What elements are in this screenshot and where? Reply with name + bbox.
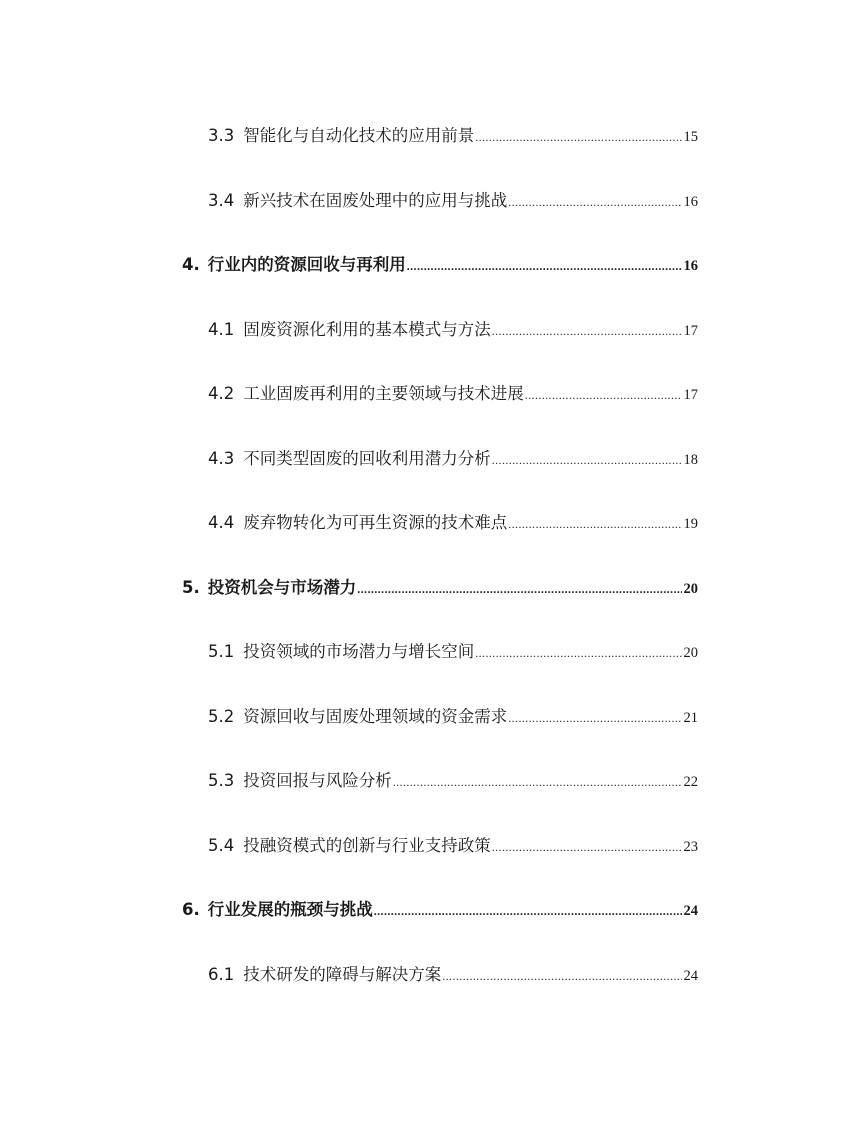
dot-leader <box>508 517 681 531</box>
toc-entry-title <box>182 578 356 598</box>
toc-entry-text: 工业固废再利用的主要领域与技术进展 <box>243 384 524 403</box>
toc-entry-5-3[interactable] <box>0 759 698 791</box>
toc-page-number: 16 <box>683 193 698 210</box>
toc-entry-number: 5.4 <box>208 835 235 855</box>
dot-leader <box>508 711 681 725</box>
toc-entry-number: 5.1 <box>208 642 235 661</box>
dot-leader <box>525 388 682 402</box>
dot-leader <box>374 904 682 918</box>
toc-page-number: 24 <box>683 903 698 919</box>
toc-entry-text: 投融资模式的创新与行业支持政策 <box>243 835 491 855</box>
toc-entry-text: 废弃物转化为可再生资源的技术难点 <box>243 513 508 532</box>
toc-entry-title <box>182 900 373 920</box>
toc-page-number: 19 <box>683 516 698 532</box>
toc-entry-3-4[interactable] <box>0 179 698 211</box>
toc-entry-number: 4.3 <box>208 448 235 468</box>
toc-entry-number: 5. <box>182 577 200 597</box>
toc-entry-text: 资源回收与固废处理领域的资金需求 <box>243 706 508 726</box>
toc-entry-4-4[interactable] <box>0 501 698 533</box>
toc-entry-title <box>208 126 474 146</box>
toc-entry-text: 技术研发的障碍与解决方案 <box>243 964 442 984</box>
toc-entry-title <box>208 707 507 727</box>
dot-leader <box>475 646 681 660</box>
toc-entry-6[interactable] <box>0 888 698 920</box>
toc-entry-title <box>208 771 392 791</box>
toc-entry-number: 6. <box>182 900 200 919</box>
toc-page-number: 15 <box>683 129 698 145</box>
toc-entry-3-3[interactable] <box>0 114 698 146</box>
toc-entry-text: 投资领域的市场潜力与增长空间 <box>243 642 475 661</box>
toc-entry-title <box>208 320 491 340</box>
toc-entry-5-4[interactable] <box>0 824 698 856</box>
toc-entry-title <box>208 965 441 985</box>
toc-entry-text: 智能化与自动化技术的应用前景 <box>243 126 475 145</box>
table-of-contents <box>0 114 842 1017</box>
toc-entry-text: 行业发展的瓶颈与挑战 <box>207 900 373 919</box>
toc-entry-5-1[interactable] <box>0 630 698 662</box>
dot-leader <box>492 453 682 467</box>
toc-entry-number: 5.2 <box>208 706 235 726</box>
dot-leader <box>393 775 682 789</box>
toc-entry-4[interactable] <box>0 243 698 275</box>
toc-entry-number: 5.3 <box>208 771 235 790</box>
toc-entry-4-1[interactable] <box>0 308 698 340</box>
toc-page-number: 20 <box>683 645 698 661</box>
toc-page-number: 22 <box>683 774 698 790</box>
toc-entry-number: 3.3 <box>208 126 235 145</box>
dot-leader <box>357 582 681 596</box>
toc-entry-4-3[interactable] <box>0 437 698 469</box>
toc-entry-6-1[interactable] <box>0 953 698 985</box>
toc-page-number: 20 <box>683 580 698 597</box>
toc-page-number: 17 <box>683 387 698 403</box>
toc-entry-title <box>208 449 491 469</box>
toc-page-number: 18 <box>683 451 698 468</box>
toc-entry-title <box>208 191 507 211</box>
toc-entry-number: 4.4 <box>208 513 235 532</box>
toc-entry-5[interactable] <box>0 566 698 598</box>
toc-entry-title <box>182 255 406 275</box>
toc-entry-title <box>208 513 507 533</box>
dot-leader <box>475 130 681 144</box>
toc-entry-number: 6.1 <box>208 964 235 984</box>
toc-entry-text: 固废资源化利用的基本模式与方法 <box>243 319 491 339</box>
toc-entry-number: 4.1 <box>208 319 235 339</box>
toc-entry-number: 3.4 <box>208 190 235 210</box>
toc-entry-text: 投资机会与市场潜力 <box>207 577 357 597</box>
toc-page-number: 17 <box>683 322 698 339</box>
toc-entry-title <box>208 642 474 662</box>
toc-entry-number: 4.2 <box>208 384 235 403</box>
toc-page-number: 16 <box>683 258 698 274</box>
toc-entry-title <box>208 384 524 404</box>
dot-leader <box>407 259 682 273</box>
toc-entry-text: 不同类型固废的回收利用潜力分析 <box>243 448 491 468</box>
toc-entry-text: 行业内的资源回收与再利用 <box>207 255 406 274</box>
dot-leader <box>442 969 681 983</box>
toc-page-number: 23 <box>683 838 698 855</box>
toc-page-number: 24 <box>683 967 698 984</box>
toc-entry-number: 4. <box>182 255 200 274</box>
toc-entry-text: 投资回报与风险分析 <box>243 771 392 790</box>
dot-leader <box>492 840 682 854</box>
toc-page-number: 21 <box>683 709 698 726</box>
toc-entry-5-2[interactable] <box>0 695 698 727</box>
toc-entry-text: 新兴技术在固废处理中的应用与挑战 <box>243 190 508 210</box>
toc-entry-title <box>208 836 491 856</box>
toc-entry-4-2[interactable] <box>0 372 698 404</box>
dot-leader <box>492 324 682 338</box>
dot-leader <box>508 195 681 209</box>
